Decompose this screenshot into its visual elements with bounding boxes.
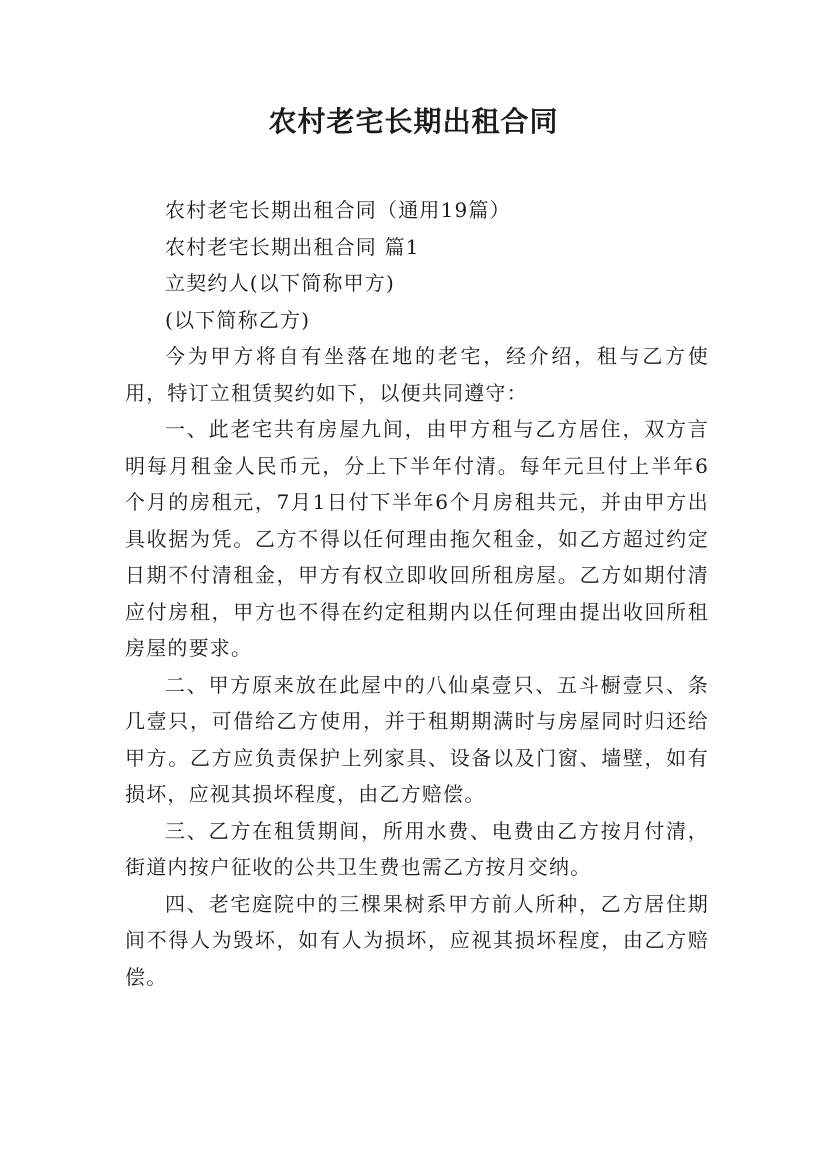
paragraph-preamble: 今为甲方将自有坐落在地的老宅，经介绍，租与乙方使用，特订立租赁契约如下，以便共同遵守：: [125, 344, 709, 405]
document-title: 农村老宅长期出租合同: [268, 105, 559, 138]
document-body: [125, 192, 709, 995]
paragraph-party-a: 立契约人(以下简称甲方): [165, 271, 396, 295]
paragraph-clause-2: 二、甲方原来放在此屋中的八仙桌壹只、五斗橱壹只、条几壹只，可借给乙方使用，并于租期期满时与房屋同时归还给甲方。乙方应负责保护上列家具、设备以及门窗、墙壁，如有损坏，应视其损坏程度，由乙方赔偿。: [125, 672, 709, 806]
paragraph-clause-1: 一、此老宅共有房屋九间，由甲方租与乙方居住，双方言明每月租金人民币元，分上下半年付清。每年元旦付上半年6个月的房租元，7月1日付下半年6个月房租共元，并由甲方出具收据为凭。乙方不得以任何理由拖欠租金，如乙方超过约定日期不付清租金，甲方有权立即收回所租房屋。乙方如期付清应付房租，甲方也不得在约定租期内以任何理由提出收回所租房屋的要求。: [125, 417, 709, 660]
paragraph-subtitle: 农村老宅长期出租合同（通用19篇）: [165, 198, 511, 222]
paragraph-section-heading: 农村老宅长期出租合同 篇1: [165, 234, 420, 259]
paragraph-clause-3: 三、乙方在租赁期间，所用水费、电费由乙方按月付清，街道内按户征收的公共卫生费也需乙方按月交纳。: [125, 818, 709, 879]
paragraph-party-b: (以下简称乙方): [165, 307, 311, 332]
paragraph-clause-4: 四、老宅庭院中的三棵果树系甲方前人所种，乙方居住期间不得人为毁坏，如有人为损坏，应视其损坏程度，由乙方赔偿。: [125, 891, 709, 989]
